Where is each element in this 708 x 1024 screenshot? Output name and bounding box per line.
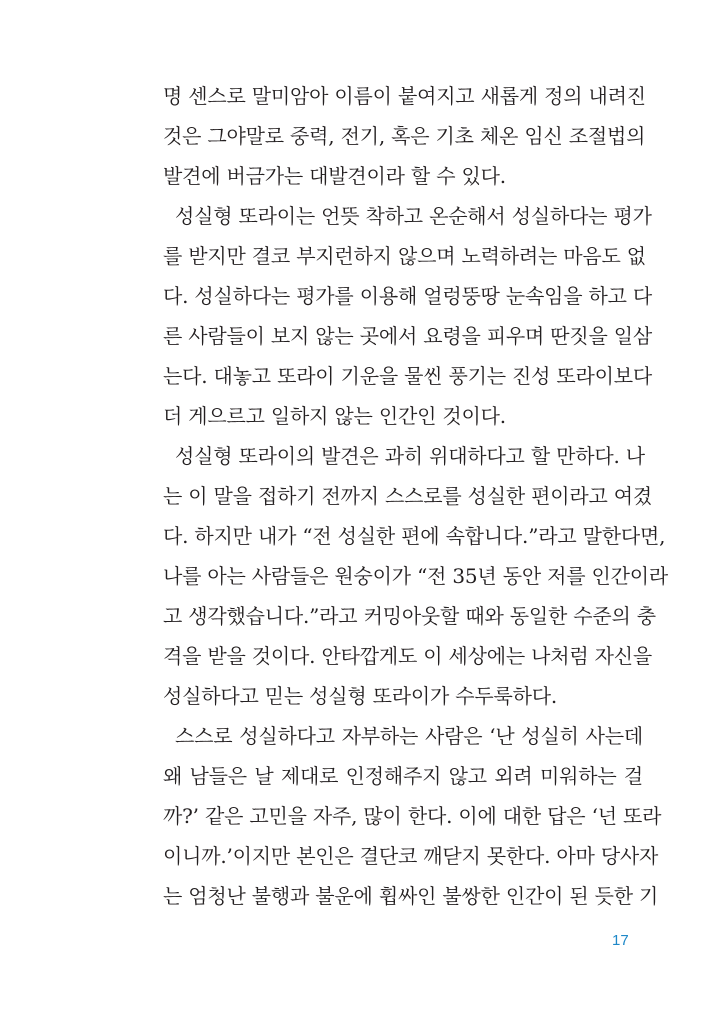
text-line: 더 게으르고 일하지 않는 인간인 것이다. [163,404,506,428]
text-line: 다. 하지만 내가 “전 성실한 편에 속합니다.”라고 말한다면, [163,524,666,548]
text-line: 고 생각했습니다.”라고 커밍아웃할 때와 동일한 수준의 충 [163,604,656,628]
text-line: 왜 남들은 날 제대로 인정해주지 않고 외려 미워하는 걸 [163,764,643,788]
text-line: 성실형 또라이는 언뜻 착하고 온순해서 성실하다는 평가 [175,204,652,228]
text-line: 나를 아는 사람들은 원숭이가 “전 35년 동안 저를 인간이라 [163,564,668,588]
text-line: 이니까.’이지만 본인은 결단코 깨닫지 못한다. 아마 당사자 [163,844,659,868]
text-line: 스스로 성실하다고 자부하는 사람은 ‘난 성실히 사는데 [175,724,643,748]
text-line: 를 받지만 결코 부지런하지 않으며 노력하려는 마음도 없 [163,244,646,268]
text-line: 는 이 말을 접하기 전까지 스스로를 성실한 편이라고 여겼 [163,484,653,508]
text-line: 것은 그야말로 중력, 전기, 혹은 기초 체온 임신 조절법의 [163,124,646,148]
text-line: 른 사람들이 보지 않는 곳에서 요령을 피우며 딴짓을 일삼 [163,324,653,348]
text-line: 다. 성실하다는 평가를 이용해 얼렁뚱땅 눈속임을 하고 다 [163,284,653,308]
page-number: 17 [612,932,629,949]
text-line: 성실형 또라이의 발견은 과히 위대하다고 할 만하다. 나 [175,444,645,468]
text-line: 는 엄청난 불행과 불운에 휩싸인 불쌍한 인간이 된 듯한 기 [163,884,659,908]
text-line: 명 센스로 말미암아 이름이 붙여지고 새롭게 정의 내려진 [163,84,646,108]
body-text [163,76,668,916]
text-line: 는다. 대놓고 또라이 기운을 물씬 풍기는 진성 또라이보다 [163,364,653,388]
text-line: 까?’ 같은 고민을 자주, 많이 한다. 이에 대한 답은 ‘넌 또라 [163,804,662,828]
text-line: 격을 받을 것이다. 안타깝게도 이 세상에는 나처럼 자신을 [163,644,653,668]
text-line: 발견에 버금가는 대발견이라 할 수 있다. [163,164,506,188]
text-line: 성실하다고 믿는 성실형 또라이가 수두룩하다. [163,684,558,708]
